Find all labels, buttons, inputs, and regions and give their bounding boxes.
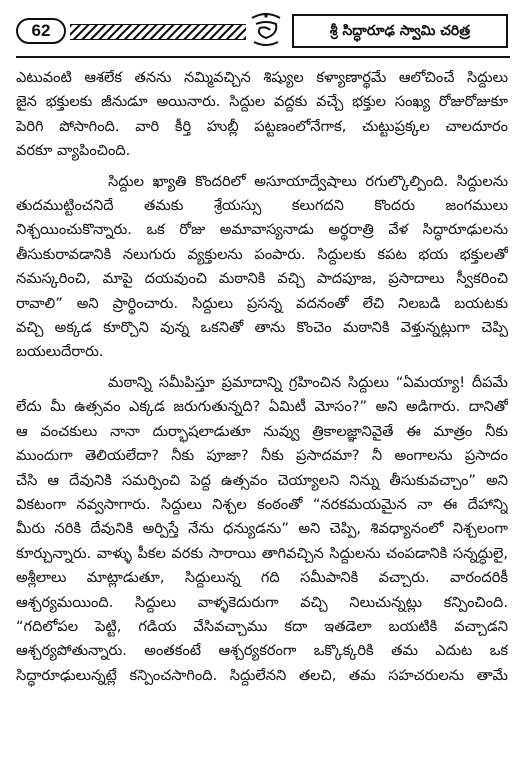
om-emblem-icon (248, 10, 284, 50)
text-line: సిద్దుల ఖ్యాతి కొందరిలో అసూయాద్వేషాలు రగుల్కొల్పింది. సిద్దులను (108, 172, 508, 190)
text-line: తీసుకురావడానికి నలుగురు వ్యక్తులను పంపారు. సిద్దులకు కపట భయ భక్తులతో (16, 245, 508, 263)
text-line: ముందుగా తెలియలేదా? నీకు పూజా? నీకు ప్రసాదమా? నీ అంగాలను ప్రసాదం (16, 447, 508, 465)
text-line: ఆ వంచకులు నానా దుర్భాషలాడుతూ నువ్వు త్రికాలజ్ఞానివైతే ఈ మాత్రం నీకు (16, 422, 508, 440)
text-line: “గదిలోపల పెట్టి, గడియ వేసివచ్చాము కదా ఇతడెలా బయటికి వచ్చాడని (16, 617, 508, 635)
header-ornament-hatch (70, 24, 246, 40)
text-line: వికటంగా నవ్వసాగారు. సిద్దులు నిశ్చల కంఠంతో “నరకమయమైన నా ఈ దేహాన్ని (16, 495, 508, 513)
text-line: పెరిగి పోసాగింది. వారి కీర్తి హుబ్లీ పట్టణంలోనేగాక, చుట్టుప్రక్కల చాలదూరం (16, 117, 508, 135)
text-line: జైన భక్తులకు జీనుడూ అయినారు. సిద్దుల వద్దకు వచ్చే భక్తుల సంఖ్య రోజురోజుకూ (16, 93, 508, 111)
text-line: కూర్చున్నారు. వాళ్ళు పీకల వరకు సారాయి తాగివచ్చిన సిద్దులను చంపడానికి సన్నద్ధులై, (16, 544, 508, 562)
paragraph-3 (16, 371, 508, 688)
page-body (16, 66, 508, 694)
text-line: ఆశ్చర్యమయింది. సిద్దులు వాళ్ళకెదురుగా వచ్చి నిలుచున్నట్లు కన్పించింది. (16, 593, 508, 611)
text-line: వచ్చి అక్కడ కూర్చొని వున్న ఒకనితో తాను కొంచెం మఠానికి వెళ్తున్నట్లుగా చెప్పి (16, 319, 508, 337)
header-divider (16, 56, 510, 58)
text-line: ఆశ్చర్యపోతున్నారు. అంతకంటే ఆశ్చర్యకరంగా ఒక్కొక్కరికి తమ ఎదుట ఒక (16, 642, 508, 660)
text-line: రావాలి” అని ప్రార్థించారు. సిద్దులు ప్రసన్న వదనంతో లేచి నిలబడి బయటకు (16, 294, 508, 312)
paragraph-2 (16, 170, 508, 365)
text-line: నిశ్చయించుకొన్నారు. ఒక రోజు అమావాస్యనాడు అర్థరాత్రి వేళ సిద్ధారూఢులను (16, 221, 508, 239)
running-title: శ్రీ సిద్ధారూఢ స్వామి చరిత్ర (292, 14, 508, 48)
text-line: ఎటువంటి ఆశలేక తనను నమ్మివచ్చిన శిష్యుల కళ్యాణార్థమే ఆలోచించే సిద్దులు (16, 69, 508, 86)
text-line: చేసి ఆ దేవునికి సమర్పించి పెద్ద ఉత్సవం చెయ్యాలని నిన్ను తీసుకువచ్చాం” అని (16, 471, 508, 489)
text-line: సిద్ధారూఢులున్నట్లే కన్పించసాగింది. సిద్దులేనని తలచి, తమ సహచరులను తామే (16, 666, 508, 684)
text-line: తుదముట్టించనిదే తమకు శ్రేయస్సు కలుగదని కొందరు జంగములు (16, 197, 508, 215)
text-line: మీరు నరికి దేవునికి అర్పిస్తే నేను ధన్యుడను” అని చెప్పి, శివధ్యానంలో నిశ్చలంగా (16, 520, 508, 538)
text-line: లేదు మీ ఉత్సవం ఎక్కడ జరుగుతున్నది? ఏమిటీ మోసం?” అని అడిగారు. దానితో (16, 398, 508, 416)
text-line: వరకూ వ్యాపించింది. (16, 142, 131, 160)
page-number: 62 (16, 18, 66, 44)
text-line: అశ్లీలాలు మాట్లాడుతూ, సిద్దులున్న గది సమీపానికి వచ్చారు. వారందరికీ (16, 569, 508, 587)
page-header (10, 10, 510, 54)
text-line: మఠాన్ని సమీపిస్తూ ప్రమాదాన్ని గ్రహించిన సిద్దులు “ఏమయ్యా! దీపమే (108, 373, 508, 391)
paragraph-1 (16, 66, 508, 164)
text-line: నమస్కరించి, మాపై దయవుంచి మఠానికి వచ్చి పాదపూజ, ప్రసాదాలు స్వీకరించి (16, 270, 508, 288)
text-line: బయలుదేరారు. (16, 343, 104, 361)
